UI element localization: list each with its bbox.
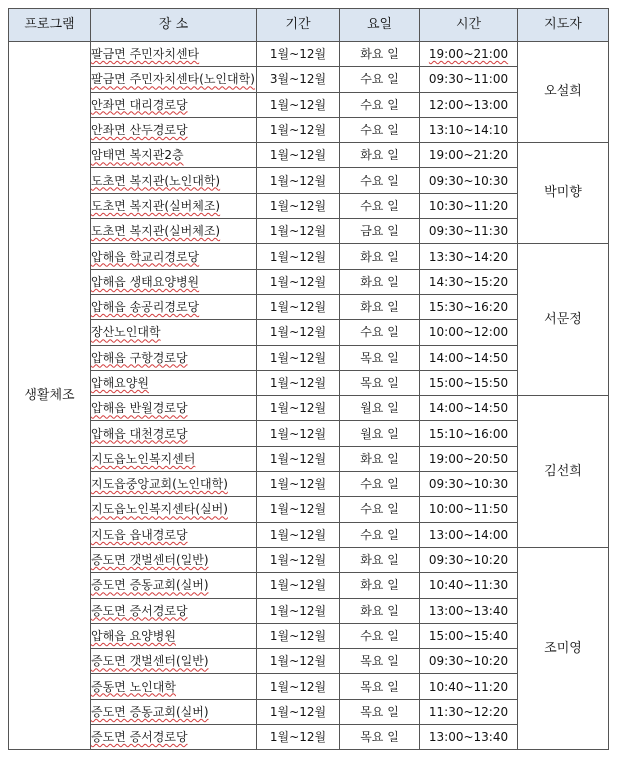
time-cell: 09:30~11:30 — [428, 224, 509, 239]
period-cell: 1월~12월 — [269, 401, 327, 416]
header-row — [9, 9, 609, 42]
time-cell: 15:00~15:50 — [428, 376, 509, 390]
day-cell: 수요 일 — [360, 628, 399, 643]
day-cell: 수요 일 — [360, 198, 399, 213]
place-cell: 지도읍중앙교회(노인대학) — [91, 477, 228, 492]
time-cell: 10:40~11:20 — [428, 679, 509, 694]
time-cell: 12:00~13:00 — [428, 97, 509, 112]
time-cell: 13:30~14:20 — [428, 249, 509, 264]
day-cell: 목요 일 — [360, 654, 399, 669]
period-cell: 1월~12월 — [269, 553, 327, 568]
period-cell: 1월~12월 — [269, 603, 327, 618]
time-cell: 15:30~16:20 — [428, 300, 509, 315]
place-cell: 지도읍노인복지센터 — [91, 451, 196, 466]
place-cell: 증도면 증서경로당 — [91, 603, 188, 618]
period-cell: 1월~12월 — [269, 123, 327, 138]
day-cell: 수요 일 — [360, 123, 399, 138]
period-cell: 1월~12월 — [269, 325, 327, 340]
header-program: 프로그램 — [9, 9, 91, 42]
period-cell: 1월~12월 — [269, 451, 327, 466]
period-cell: 1월~12월 — [269, 376, 327, 390]
place-cell: 압해읍 생태요양병원 — [91, 274, 200, 289]
time-cell: 10:30~11:20 — [428, 198, 509, 213]
place-cell: 암태면 복지관2층 — [91, 148, 184, 163]
program-cell: 생활체조 — [9, 42, 91, 750]
time-cell: 10:00~11:50 — [428, 502, 509, 517]
period-cell: 1월~12월 — [269, 47, 327, 62]
time-cell: 13:10~14:10 — [428, 123, 509, 138]
period-cell: 1월~12월 — [269, 173, 327, 188]
time-cell: 15:00~15:40 — [428, 628, 509, 643]
time-cell: 13:00~14:00 — [428, 527, 509, 542]
day-cell: 금요 일 — [360, 224, 399, 239]
time-cell: 09:30~10:20 — [428, 553, 509, 568]
place-cell: 안좌면 대리경로당 — [91, 97, 188, 112]
day-cell: 화요 일 — [360, 553, 399, 568]
table-row — [9, 244, 609, 269]
period-cell: 1월~12월 — [269, 148, 327, 163]
time-cell: 15:10~16:00 — [428, 426, 509, 441]
period-cell: 1월~12월 — [269, 527, 327, 542]
place-cell: 압해읍 요양병원 — [91, 628, 176, 643]
place-cell: 압해읍 반월경로당 — [91, 401, 188, 416]
day-cell: 수요 일 — [360, 173, 399, 188]
instructor-cell: 오설희 — [518, 42, 609, 143]
table-row — [9, 42, 609, 67]
instructor-cell: 조미영 — [518, 547, 609, 749]
instructor-cell: 서문정 — [518, 244, 609, 396]
place-cell: 도초면 복지관(노인대학) — [91, 173, 221, 188]
time-cell: 09:30~10:20 — [428, 654, 509, 669]
day-cell: 화요 일 — [360, 148, 399, 163]
table-row — [9, 396, 609, 421]
place-cell: 압해읍 구항경로당 — [91, 350, 188, 365]
period-cell: 1월~12월 — [269, 477, 327, 492]
period-cell: 1월~12월 — [269, 704, 327, 719]
instructor-cell: 김선희 — [518, 396, 609, 548]
period-cell: 1월~12월 — [269, 730, 327, 745]
time-cell: 14:30~15:20 — [428, 274, 509, 289]
day-cell: 수요 일 — [360, 502, 399, 517]
day-cell: 화요 일 — [360, 578, 399, 593]
day-cell: 화요 일 — [360, 451, 399, 466]
period-cell: 1월~12월 — [269, 502, 327, 517]
day-cell: 목요 일 — [360, 704, 399, 719]
place-cell: 지도읍노인복지센타(실버) — [91, 502, 228, 517]
day-cell: 월요 일 — [360, 426, 399, 441]
period-cell: 1월~12월 — [269, 679, 327, 694]
period-cell: 1월~12월 — [269, 249, 327, 264]
place-cell: 증동면 노인대학 — [91, 679, 176, 694]
period-cell: 1월~12월 — [269, 426, 327, 441]
day-cell: 수요 일 — [360, 72, 399, 87]
time-cell: 09:30~11:00 — [428, 72, 509, 87]
day-cell: 수요 일 — [360, 97, 399, 112]
day-cell: 화요 일 — [360, 47, 399, 62]
place-cell: 증도면 증서경로당 — [91, 730, 188, 745]
day-cell: 화요 일 — [360, 300, 399, 315]
time-cell: 09:30~10:30 — [428, 173, 509, 188]
period-cell: 1월~12월 — [269, 224, 327, 239]
time-cell: 10:40~11:30 — [428, 578, 509, 593]
day-cell: 목요 일 — [360, 679, 399, 694]
place-cell: 팔금면 주민자치센타 — [91, 47, 200, 62]
header-period: 기간 — [257, 9, 340, 42]
header-day: 요일 — [340, 9, 420, 42]
place-cell: 압해요양원 — [91, 376, 149, 390]
period-cell: 1월~12월 — [269, 654, 327, 669]
header-instructor: 지도자 — [518, 9, 609, 42]
day-cell: 목요 일 — [360, 730, 399, 745]
place-cell: 증도면 갯벌센터(일반) — [91, 654, 209, 669]
place-cell: 증도면 증동교회(실버) — [91, 704, 209, 719]
place-cell: 증도면 갯벌센터(일반) — [91, 553, 209, 568]
period-cell: 1월~12월 — [269, 198, 327, 213]
schedule-document — [8, 8, 609, 750]
period-cell: 1월~12월 — [269, 628, 327, 643]
place-cell: 팔금면 주민자치센타(노인대학) — [91, 72, 255, 87]
time-cell: 11:30~12:20 — [428, 704, 509, 719]
place-cell: 증도면 증동교회(실버) — [91, 578, 209, 593]
time-cell: 14:00~14:50 — [428, 350, 509, 365]
time-cell: 13:00~13:40 — [428, 730, 509, 745]
day-cell: 목요 일 — [360, 350, 399, 365]
period-cell: 1월~12월 — [269, 97, 327, 112]
day-cell: 화요 일 — [360, 603, 399, 618]
table-row — [9, 143, 609, 168]
period-cell: 1월~12월 — [269, 578, 327, 593]
table-row — [9, 547, 609, 572]
instructor-cell: 박미향 — [518, 143, 609, 244]
header-time: 시간 — [420, 9, 518, 42]
day-cell: 월요 일 — [360, 401, 399, 416]
time-cell: 19:00~21:20 — [428, 148, 509, 163]
day-cell: 목요 일 — [360, 376, 399, 390]
time-cell: 19:00~20:50 — [428, 451, 509, 466]
day-cell: 수요 일 — [360, 527, 399, 542]
period-cell: 3월~12월 — [269, 72, 327, 87]
period-cell: 1월~12월 — [269, 300, 327, 315]
time-cell: 09:30~10:30 — [428, 477, 509, 492]
day-cell: 수요 일 — [360, 325, 399, 340]
place-cell: 압해읍 송공리경로당 — [91, 300, 200, 315]
schedule-table — [8, 8, 609, 750]
time-cell: 14:00~14:50 — [428, 401, 509, 416]
time-cell: 10:00~12:00 — [428, 325, 509, 340]
place-cell: 도초면 복지관(실버체조) — [91, 224, 221, 239]
place-cell: 안좌면 산두경로당 — [91, 123, 188, 138]
schedule-body — [9, 42, 609, 750]
place-cell: 도초면 복지관(실버체조) — [91, 198, 221, 213]
day-cell: 수요 일 — [360, 477, 399, 492]
header-place: 장 소 — [91, 9, 257, 42]
period-cell: 1월~12월 — [269, 274, 327, 289]
day-cell: 화요 일 — [360, 274, 399, 289]
place-cell: 지도읍 읍내경로당 — [91, 527, 188, 542]
time-cell: 13:00~13:40 — [428, 603, 509, 618]
place-cell: 장산노인대학 — [91, 325, 161, 340]
time-cell: 19:00~21:00 — [428, 47, 509, 62]
period-cell: 1월~12월 — [269, 350, 327, 365]
place-cell: 압해읍 학교리경로당 — [91, 249, 200, 264]
place-cell: 압해읍 대천경로당 — [91, 426, 188, 441]
day-cell: 화요 일 — [360, 249, 399, 264]
